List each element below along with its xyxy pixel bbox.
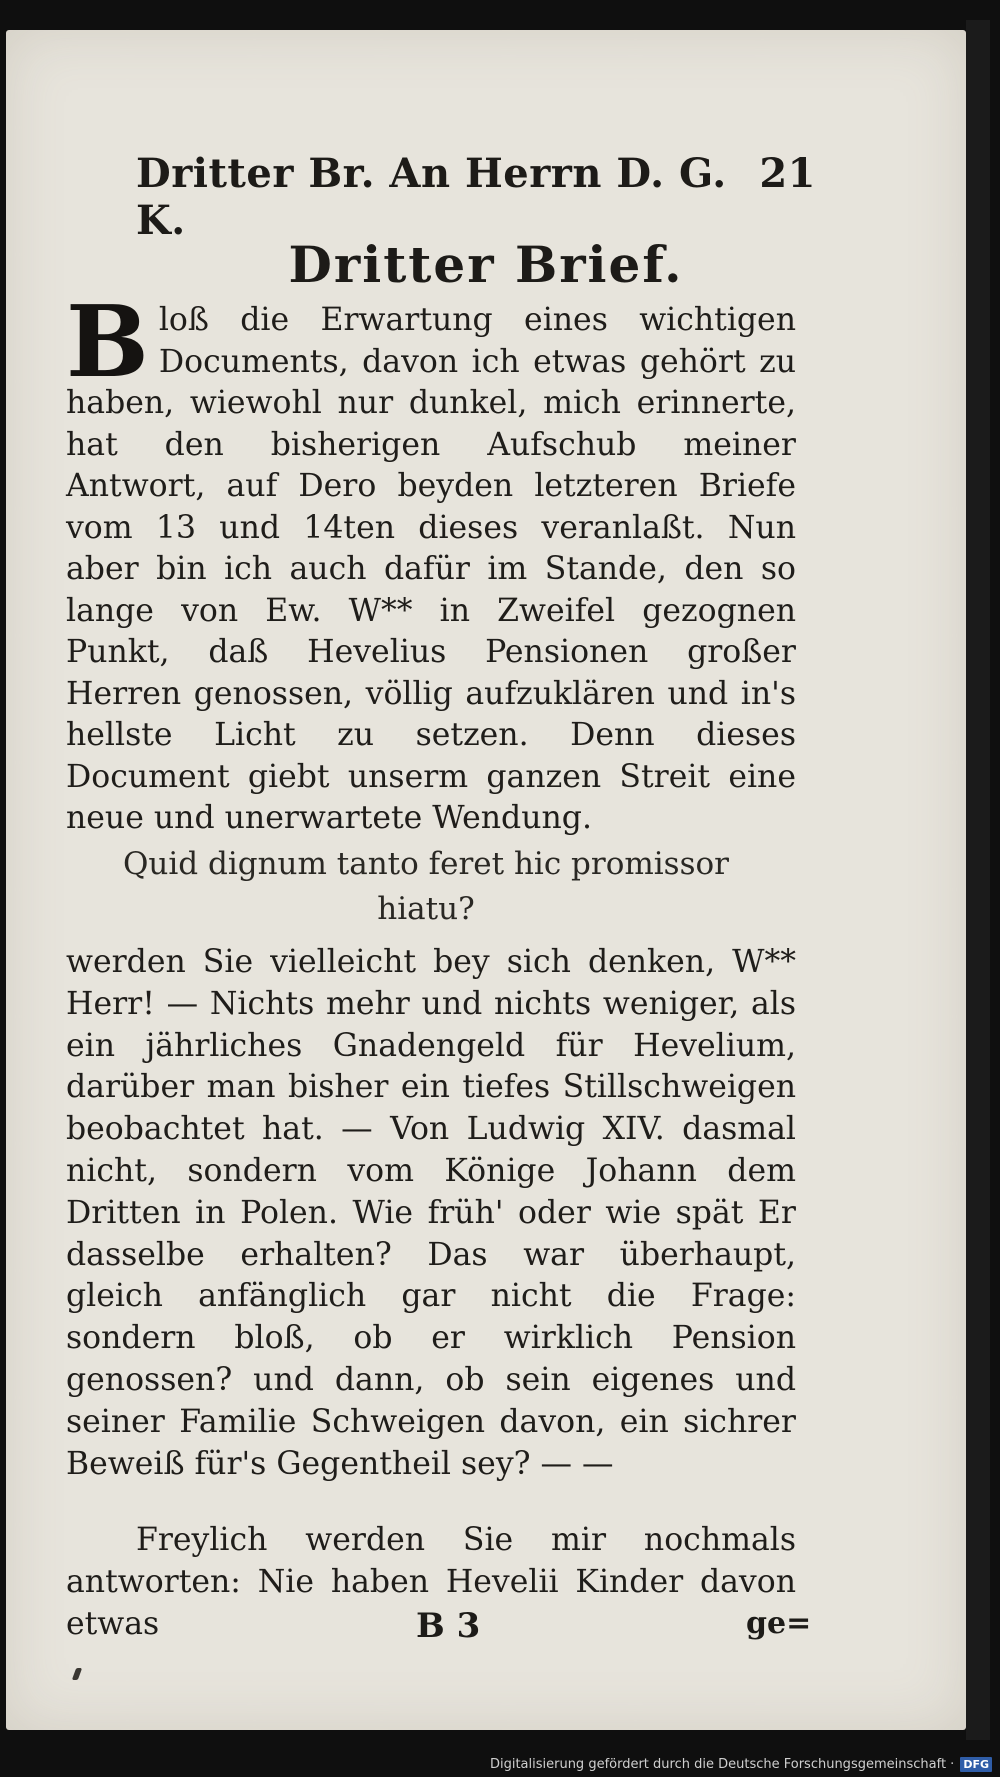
paragraph-3-text: Freylich werden Sie mir nochmals antworten: Nie haben Hevelii Kinder davon etwas: [66, 1522, 796, 1642]
letter-title: Dritter Brief.: [288, 235, 684, 294]
dfg-credit-bar: [0, 1752, 1000, 1777]
dfg-logo-icon: DFG: [960, 1757, 992, 1772]
dfg-credit-text: Digitalisierung gefördert durch die Deutsche Forschungsgemeinschaft ·: [489, 1757, 955, 1772]
signature-mark: B 3: [416, 1606, 481, 1646]
paragraph-2-text: werden Sie vielleicht bey sich denken, W** Herr! — Nichts mehr und nichts weniger, als ein jährliches Gnadengeld für Hevelium, darüber man bisher ein tiefes Stillschweigen beobachtet hat. — Von Ludwig XIV. dasmal nicht, sondern vom Könige Johann dem Dritten in Polen. Wie früh' oder wie spät Er dasselbe erhalten? Das war überhaupt, gleich anfänglich gar nicht die Frage: sondern bloß, ob er wirklich Pension genossen? und dann, ob sein eigenes und seiner Familie Schweigen davon, ein sichrer Beweiß für's Gegentheil sey? — —: [66, 944, 796, 1482]
quote-line-1: Quid dignum tanto feret hic promissor: [123, 846, 729, 882]
running-header: [136, 150, 816, 244]
catchword: ge=: [746, 1606, 812, 1641]
paragraph-1-text: loß die Erwartung eines wichtigen Documents, davon ich etwas gehört zu haben, wiewohl nur dunkel, mich erinnerte, hat den bisherigen Aufschub meiner Antwort, auf Dero beyden letzteren Briefe vom 13 und 14ten dieses veranlaßt. Nun aber bin ich auch dafür im Stande, den so lange von Ew. W** in Zweifel gezognen Punkt, daß Hevelius Pensionen großer Herren genossen, völlig aufzuklären und in's hellste Licht zu setzen. Denn dieses Document giebt unserm ganzen Streit eine neue und unerwartete Wendung.: [66, 302, 796, 836]
latin-quote: [96, 842, 756, 932]
paragraph-1: [66, 285, 796, 840]
running-title: Dritter Br. An Herrn D. G. K.: [136, 150, 727, 244]
page-number: 21: [759, 150, 816, 197]
drop-cap: B: [66, 285, 149, 400]
book-page: [6, 30, 966, 1730]
paragraph-2: [66, 942, 796, 1485]
quote-line-2: hiatu?: [377, 891, 475, 927]
page-edge: [966, 20, 990, 1740]
